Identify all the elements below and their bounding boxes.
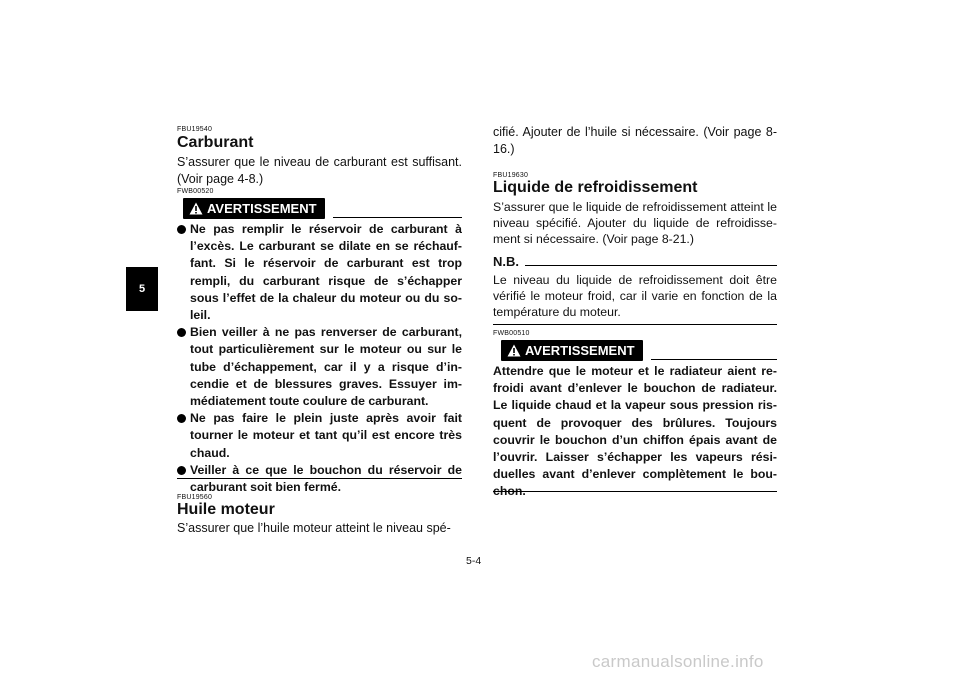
carburant-code: FBU19540 [177,126,213,133]
liquide-code: FBU19630 [493,172,529,179]
warning-badge-right [501,340,643,361]
list-item: Bien veiller à ne pas renverser de carburant, tout particulièrement sur le moteur ou sur le tube d’échappement, car il y a risque d’in-cendie et de blessures graves. Essuyer im-médiatement toute coulure de carburant. [177,324,462,410]
note-header [493,254,777,269]
bullet-icon [177,414,186,423]
note-rule [525,265,777,266]
huile-title: Huile moteur [177,501,275,518]
warning-label-left: AVERTISSEMENT [207,201,317,216]
warning-label-right: AVERTISSEMENT [525,343,635,358]
warning-end-rule-right [493,491,777,492]
huile-text: S’assurer que l’huile moteur atteint le niveau spé- [177,521,451,535]
warning-header-right [493,339,777,361]
chapter-tab [126,267,158,311]
warning-code-right: FWB00510 [493,330,530,337]
warning-triangle-icon [189,202,203,215]
liquide-title: Liquide de refroidissement [493,179,698,196]
warning-header-left [177,197,462,219]
huile-text-continued: cifié. Ajouter de l’huile si nécessaire. (Voir page 8-16.) [493,125,777,156]
bullet-icon [177,466,186,475]
huile-code: FBU19560 [177,494,213,501]
carburant-text: S’assurer que le niveau de carburant est suffisant. (Voir page 4-8.) [177,155,462,186]
note-text: Le niveau du liquide de refroidissement doit être vérifié le moteur froid, car il varie en fonction de la température du moteur. [493,273,777,319]
page-number: 5-4 [466,555,482,567]
bullet-icon [177,225,186,234]
note-end-rule [493,324,777,325]
warning-end-rule-left [177,478,462,479]
chapter-number: 5 [138,283,146,295]
warning-rule-right [651,359,777,360]
warning-bullet-list [177,221,462,496]
watermark: carmanualsonline.info [592,652,764,671]
warning-text-right: Attendre que le moteur et le radiateur aient re-froidi avant d’enlever le bouchon de radiateur. Le liquide chaud et la vapeur sous pression ris-quent de provoquer des brûlures. Toujours couvrir le bouchon d’un chiffon épais avant de l’ouvrir. Laisser s’échapper les vapeurs rési-duelles avant d’enlever complètement le bou-chon. [493,364,777,499]
warning-rule-left [333,217,462,218]
note-label: N.B. [493,254,519,269]
warning-triangle-icon [507,344,521,357]
bullet-icon [177,328,186,337]
list-item: Veiller à ce que le bouchon du réservoir de carburant soit bien fermé. [177,462,462,496]
carburant-title: Carburant [177,134,254,151]
warning-code-left: FWB00520 [177,188,214,195]
list-item: Ne pas remplir le réservoir de carburant à l’excès. Le carburant se dilate en se réchauf-fant. Si le réservoir de carburant est trop rempli, du carburant risque de s’échapper sous l’effet de la chaleur du moteur ou du so-leil. [177,221,462,324]
warning-badge-left [183,198,325,219]
list-item: Ne pas faire le plein juste après avoir fait tourner le moteur et tant qu’il est encore très chaud. [177,410,462,462]
liquide-text: S’assurer que le liquide de refroidissement atteint le niveau spécifié. Ajouter du liquide de refroidisse-ment si nécessaire. (Voir page 8-21.) [493,200,777,246]
